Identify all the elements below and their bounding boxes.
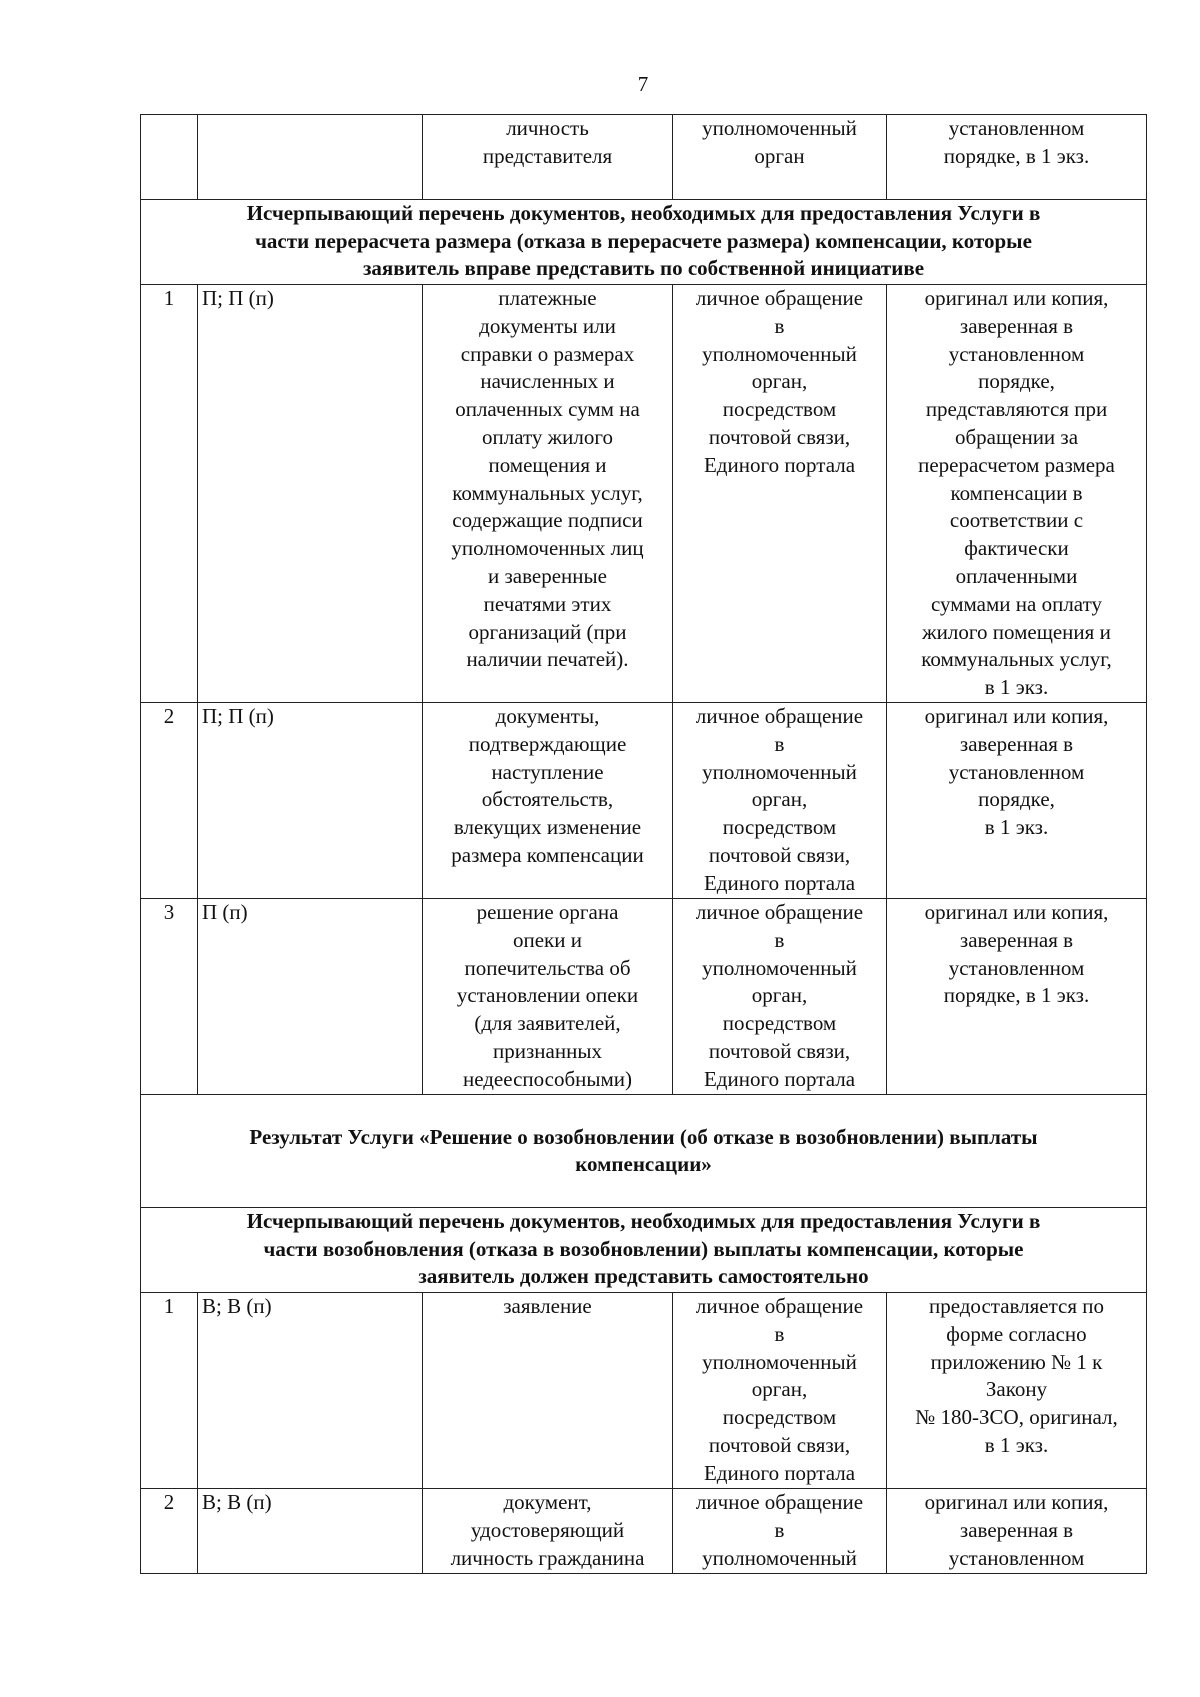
heading-line: Исчерпывающий перечень документов, необходимых для предоставления Услуги в [246, 201, 1041, 225]
row-number-cell: 3 [141, 899, 198, 1095]
form-cell [887, 1293, 1147, 1489]
section-heading-row [141, 200, 1147, 285]
document-line: размера компенсации [451, 842, 644, 867]
document-line: установлении опеки [456, 983, 639, 1008]
method-line: уполномоченный [702, 116, 857, 140]
form-line: перерасчетом размера [918, 452, 1115, 477]
document-line: содержащие подписи [452, 508, 643, 533]
form-line: оригинал или копия, [924, 704, 1109, 728]
table-row [141, 1293, 1147, 1489]
form-line: установленном [948, 759, 1085, 784]
code-cell: В; В (п) [198, 1489, 423, 1574]
form-line: оригинал или копия, [924, 286, 1109, 310]
method-cell [673, 1293, 887, 1489]
method-line: Единого портала [703, 870, 856, 895]
method-line: посредством [722, 397, 837, 422]
result-heading [141, 1095, 1147, 1208]
method-cell [673, 115, 887, 200]
method-line: в [774, 927, 785, 952]
document-line: документ, [503, 1490, 592, 1514]
heading-line: Результат Услуги «Решение о возобновлении (об отказе в возобновлении) выплаты [249, 1124, 1038, 1149]
code-cell: П (п) [198, 899, 423, 1095]
form-cell [887, 703, 1147, 899]
form-cell [887, 899, 1147, 1095]
heading-line: заявитель вправе представить по собственной инициативе [362, 256, 925, 280]
code-cell [198, 115, 423, 200]
form-cell [887, 115, 1147, 200]
form-line: суммами на оплату [930, 591, 1102, 616]
method-line: почтовой связи, [708, 424, 851, 449]
document-line: помещения и [488, 452, 607, 477]
form-line: в 1 экз. [984, 675, 1049, 700]
heading-line: части возобновления (отказа в возобновлении) выплаты компенсации, которые [263, 1236, 1024, 1261]
method-cell [673, 899, 887, 1095]
method-line: уполномоченный [702, 1545, 857, 1570]
code-cell: П; П (п) [198, 703, 423, 899]
document-cell [423, 1489, 673, 1574]
method-line: личное обращение [695, 704, 864, 728]
document-line: подтверждающие [468, 731, 627, 756]
method-line: Единого портала [703, 1066, 856, 1091]
document-line: документы или [479, 313, 616, 338]
method-line: в [774, 731, 785, 756]
form-line: Закону [985, 1377, 1048, 1402]
method-line: личное обращение [695, 286, 864, 310]
row-number-cell: 2 [141, 1489, 198, 1574]
method-line: уполномоченный [702, 341, 857, 366]
form-line: оригинал или копия, [924, 1490, 1109, 1514]
method-line: в [774, 1517, 785, 1542]
method-line: личное обращение [695, 1294, 864, 1318]
document-line: влекущих изменение [453, 815, 642, 840]
document-line: наступление [491, 759, 604, 784]
row-number-cell: 1 [141, 1293, 198, 1489]
document-line: уполномоченных лиц [451, 536, 644, 561]
form-cell [887, 285, 1147, 703]
document-line: попечительства об [464, 955, 631, 980]
document-line: опеки и [513, 927, 582, 952]
method-line: орган [754, 143, 805, 168]
form-line: порядке, [978, 787, 1055, 812]
form-line: установленном [948, 1545, 1085, 1570]
method-line: орган, [751, 1377, 808, 1402]
form-line: в 1 экз. [984, 815, 1049, 840]
document-line: (для заявителей, [474, 1011, 621, 1036]
row-number-cell [141, 115, 198, 200]
form-line: установленном [948, 341, 1085, 366]
document-line: и заверенные [488, 563, 607, 588]
heading-line: заявитель должен представить самостоятельно [418, 1264, 869, 1288]
form-line: заверенная в [959, 731, 1074, 756]
form-line: порядке, в 1 экз. [943, 983, 1090, 1008]
document-line: коммунальных услуг, [452, 480, 643, 505]
document-line: документы, [495, 704, 600, 728]
document-cell [423, 703, 673, 899]
method-line: Единого портала [703, 1460, 856, 1485]
document-line: наличии печатей). [466, 647, 629, 672]
form-line: установленном [948, 955, 1085, 980]
table-row [141, 703, 1147, 899]
form-line: № 180-ЗСО, оригинал, [915, 1405, 1118, 1430]
table-row [141, 285, 1147, 703]
form-line: заверенная в [959, 927, 1074, 952]
heading-line: части перерасчета размера (отказа в перерасчете размера) компенсации, которые [255, 228, 1032, 253]
form-line: установленном [948, 116, 1085, 140]
form-line: представляются при [925, 397, 1108, 422]
method-cell [673, 285, 887, 703]
form-line: жилого помещения и [922, 619, 1111, 644]
document-line: печатями этих [483, 591, 612, 616]
code-cell: В; В (п) [198, 1293, 423, 1489]
table-row [141, 115, 1147, 200]
form-line: оригинал или копия, [924, 900, 1109, 924]
document-line: заявление [503, 1294, 592, 1318]
form-line: заверенная в [959, 1517, 1074, 1542]
method-line: орган, [751, 369, 808, 394]
form-line: фактически [964, 536, 1069, 561]
document-line: обстоятельств, [481, 787, 614, 812]
form-line: заверенная в [959, 313, 1074, 338]
document-line: личность [506, 116, 589, 140]
method-line: посредством [722, 815, 837, 840]
method-line: уполномоченный [702, 955, 857, 980]
document-line: признанных [493, 1038, 602, 1063]
form-line: порядке, в 1 экз. [943, 143, 1090, 168]
method-line: орган, [751, 983, 808, 1008]
document-line: личность гражданина [450, 1545, 645, 1570]
document-cell [423, 115, 673, 200]
method-cell [673, 703, 887, 899]
form-line: оплаченными [955, 563, 1078, 588]
form-line: соответствии с [949, 508, 1084, 533]
method-line: личное обращение [695, 1490, 864, 1514]
table-row [141, 1489, 1147, 1574]
method-line: почтовой связи, [708, 842, 851, 867]
document-line: оплаченных сумм на [455, 397, 640, 422]
document-line: представителя [482, 143, 613, 168]
document-line: справки о размерах [460, 341, 635, 366]
form-cell [887, 1489, 1147, 1574]
document-cell [423, 899, 673, 1095]
documents-table [140, 114, 1147, 1574]
section-heading-row [141, 1095, 1147, 1208]
form-line: приложению № 1 к [930, 1349, 1103, 1374]
document-line: организаций (при [468, 619, 627, 644]
form-line: компенсации в [950, 480, 1083, 505]
code-cell: П; П (п) [198, 285, 423, 703]
table-row [141, 899, 1147, 1095]
heading-line: Исчерпывающий перечень документов, необходимых для предоставления Услуги в [246, 1209, 1041, 1233]
method-line: уполномоченный [702, 1349, 857, 1374]
method-line: в [774, 313, 785, 338]
method-line: почтовой связи, [708, 1432, 851, 1457]
document-line: удостоверяющий [470, 1517, 625, 1542]
method-line: в [774, 1321, 785, 1346]
method-line: Единого портала [703, 452, 856, 477]
method-line: уполномоченный [702, 759, 857, 784]
form-line: коммунальных услуг, [921, 647, 1112, 672]
method-line: посредством [722, 1011, 837, 1036]
document-line: платежные [498, 286, 597, 310]
row-number-cell: 2 [141, 703, 198, 899]
method-line: личное обращение [695, 900, 864, 924]
document-line: недееспособными) [462, 1066, 633, 1091]
method-cell [673, 1489, 887, 1574]
document-cell [423, 285, 673, 703]
document-line: решение органа [476, 900, 619, 924]
form-line: порядке, [978, 369, 1055, 394]
section-heading-recalculation [141, 200, 1147, 285]
method-line: почтовой связи, [708, 1038, 851, 1063]
page-number: 7 [637, 72, 649, 96]
document-cell [423, 1293, 673, 1489]
row-number-cell: 1 [141, 285, 198, 703]
section-heading-row [141, 1208, 1147, 1293]
form-line: предоставляется по [928, 1294, 1105, 1318]
form-line: обращении за [954, 424, 1079, 449]
form-line: в 1 экз. [984, 1432, 1049, 1457]
heading-line: компенсации» [575, 1152, 712, 1176]
form-line: форме согласно [946, 1321, 1087, 1346]
section-heading-resumption [141, 1208, 1147, 1293]
document-line: оплату жилого [482, 424, 613, 449]
method-line: орган, [751, 787, 808, 812]
document-line: начисленных и [480, 369, 615, 394]
method-line: посредством [722, 1405, 837, 1430]
